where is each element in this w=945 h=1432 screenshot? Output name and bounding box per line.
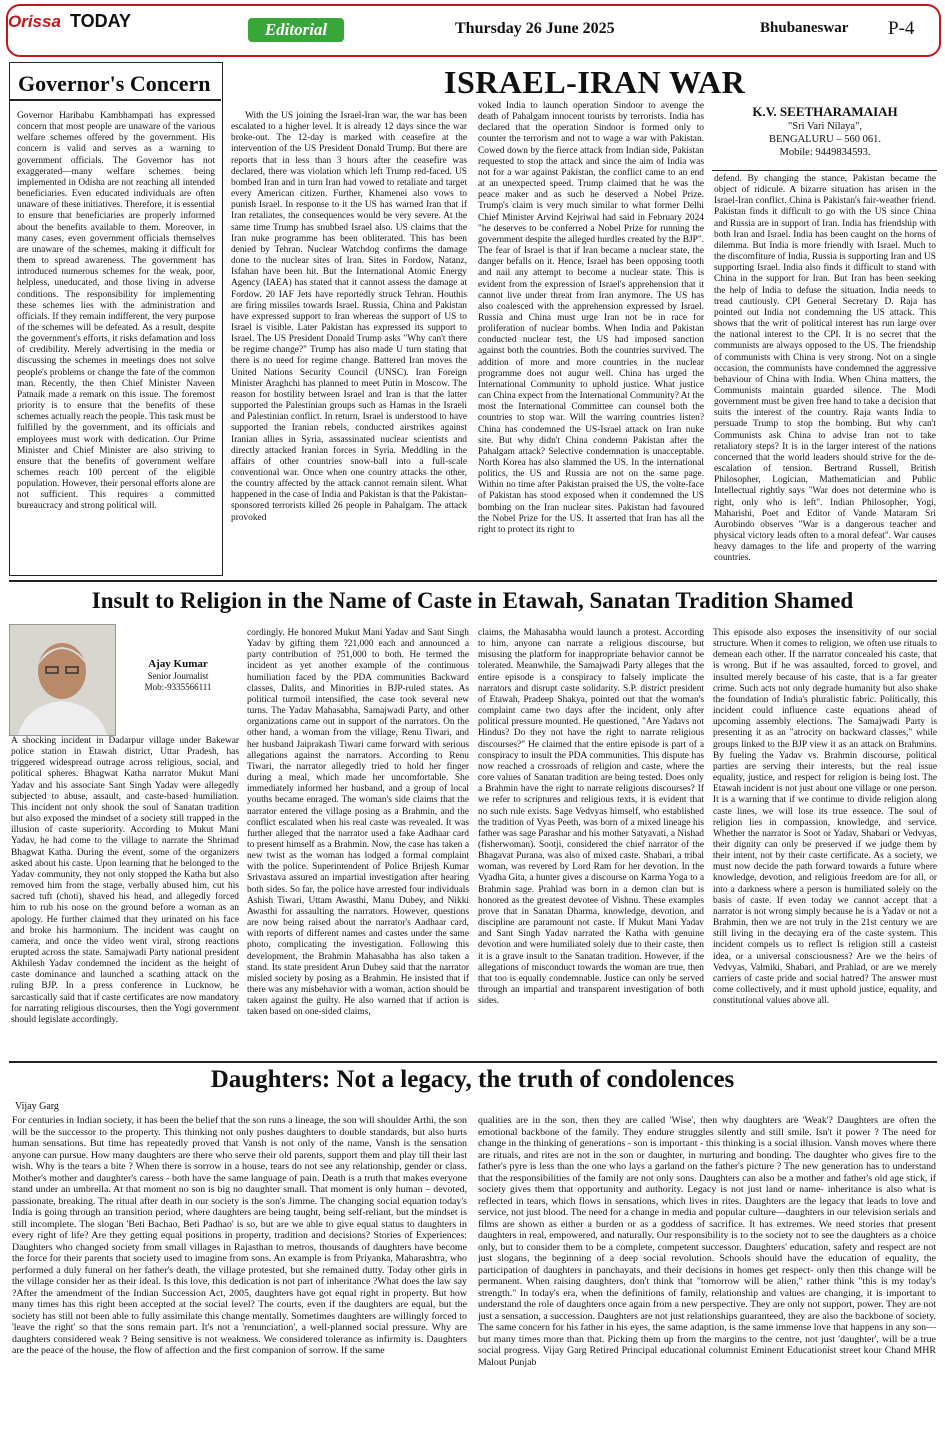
etawah-col3-text: claims, the Mahasabha would launch a protest. According to him, anyone can narrate a religious discourse, but misusing the platform for inappropriate behavior cannot be tolerated. Meanwhile, the Samajwadi Party alleges that the entire episode is a conspiracy to falsely implicate the narrators and disrupt caste solidarity. S.P. district president of Etawah, Pradeep Shakya, pointed out that the woman's complaint came two days after the incident, only after political pressure mounted. He questioned, "Are Yadavs not Hindus? Do they not have the right to narrate religious discourses?" He claimed that the entire episode is part of a conspiracy to insult the PDA communities. This dispute has now reached a crossroads of religion and caste, where the core values of Sanatan tradition are being tested. Does only a Brahmin have the right to narrate religious discourses? If we refer to scriptures and religious texts, it is evident that no such rule exists. Sage Vedvyas himself, who established the tradition of Vyas Peeth, was born of a mixed lineage his father was sage Parashar and his mother Satyavati, a Nishad (fisherwoman). Sootji, considered the chief narrator of the Bhagavat Purana, was also of mixed caste. Shabari, a tribal woman, was revered by Lord Ram for her devotion. In the Vyadha Gita, a hunter gives a discourse on Karma Yoga to a Brahmin sage. Prahlad was born in a demon clan but is honored as the greatest devotee of Vishnu. These examples prove that in Sanatan Dharma, knowledge, devotion, and discipline are paramount not caste. If Mukut Mani Yadav and Sant Singh Yadav narrated the Katha with genuine devotion and were humiliated solely due to their caste, then it is a grave insult to the Sanatan tradition. However, if the allegations of misconduct towards the woman are true, then that too is equally condemnable. Justice can only be served through an impartial and transparent investigation of both sides.	[478, 628, 704, 1007]
israel-iran-col3	[714, 174, 936, 574]
israel-iran-byline	[714, 104, 936, 159]
daughters-col2	[478, 1115, 936, 1428]
author-portrait-icon	[10, 625, 115, 735]
author-mobile: Mobile: 9449834593.	[779, 147, 871, 158]
etawah-author-name: Ajay Kumar	[148, 658, 208, 670]
etawah-col1-text: A shocking incident in Dadarpur village under Bakewar police station in Etawah district, Uttar Pradesh, has triggered widespread outrage across religious, social, and political spheres. Bhagwat Katha narrator Mukut Mani Yadav and his associate Sant Singh Yadav were allegedly subjected to abuse, assault, and caste-based humiliation. This incident not only shook the soul of Sanatan tradition but also exposed the mindset of a society still trapped in the illusion of caste superiority. According to Mukut Mani Yadav, he had come to the village to narrate the Shrimad Bhagwat Katha. During the event, some of the organizers asked about his caste. Upon learning that he belonged to the Yadav community, they not only stopped the Katha but also removed him from the stage, verbally abused him, cut his sacred tuft (choti), shaved his head, and allegedly forced him to rub his nose on the ground before a woman as an apology. He further claimed that they urinated on his face and broke his harmonium. The incident was caught on camera, and once the video went viral, strong reactions erupted across the state. Samajwadi Party national president Akhilesh Yadav condemned the incident as the height of caste dominance and launched a scathing attack on the ruling BJP. In a press conference in Lucknow, he sarcastically said that if caste certificates are now mandatory for narrating religious discourses, then the Yogi government should legislate accordingly.	[11, 736, 239, 1025]
israel-iran-col1-text: With the US joining the Israel-Iran war, the war has been escalated to a higher level. It is already 12 days since the war broke-out. The 12-day is marked with ceasefire at the intervention of the US President Donald Trump. But there are reports that in less than 3 hours after the ceasefire was declared, there was violation which left Trump red-faced. US bombed Iran and in turn Iran had vowed to retaliate and target every American citizen. Further, Khamenei also vows to punish Israel. In response to it the US has warned Iran that if Iran retaliates, the consequences would be very severe. At the same time Trump has snubbed Israel also. US claims that the Iran nuke programme has been obliterated. This has been denied by Tehran. Nuclear Watchdog confirms the damage done to the nuclear sites of Iran. Sites in Fordow, Natanz, Isfahan have been hit. But the International Atomic Energy Agency (IAEA) has stated that it cannot assess the damage at Fordow. 20 IAF Jets have reportedly struck Tehran. Houthis are firing missiles towards Israel. Russia, China and Pakistan have expressed support to Iran whereas the support of US to Israel is visible. Later Pakistan has expressed its support to Israel. The US President Donald Trump asks "Why can't there be regime change?" Trump has also made U turn stating that there is no need for regime change. Battered Iran moves the United Nations Security Council (UNSC). Iran Foreign Minister Araghchi has planned to meet Putin in Moscow. The reason for hostility between Israel and Iran is that the latter supported the Palestinian groups such as Hamas in the Israeli and Palestinian conflict. In return, Israel is understood to have supported the Iranian rebels, conducted airstrikes against Iranian allies in Syria, assassinated nuclear scientists and directly attacked Iranian forces in Syria. Meddling in the affairs of other countries snow-ball into a full-scale conventional war. Once when one country attacks the other, the country affected by the attack cannot remain silent. What happened in the case of India and Pakistan is that the Pakistan-sponsored terrorists killed 26 people in Pahalgam. The attack provoked	[231, 111, 467, 523]
issue-date: Thursday 26 June 2025	[455, 20, 615, 37]
etawah-byline	[118, 658, 238, 693]
author-name: K.V. SEETHARAMAIAH	[752, 104, 898, 119]
governor-body	[17, 111, 215, 573]
author-address-line2: BENGALURU – 560 061.	[769, 134, 881, 145]
etawah-col2	[247, 628, 469, 1054]
page-number: P-4	[888, 18, 915, 39]
governor-headline: Governor's Concern	[18, 71, 211, 96]
israel-iran-col2	[478, 101, 704, 573]
section-divider-1	[9, 580, 937, 582]
governor-text: Governor Haribabu Kambhampati has expressed concern that most people are unaware of the various welfare schemes offered by the government. His concern is valid and serves as a warning to government officials. The Governor has not exaggerated—many welfare schemes being implemented in Odisha are not reaching all intended beneficiaries. Even educated individuals are often unaware of these initiatives. Therefore, it is essential to ensure that beneficiaries are properly informed about the benefits available to them. Moreover, in many cases, even government officials themselves are unaware of the schemes, making it difficult for them to spread awareness. The government has introduced numerous schemes for the weak, poor, helpless, uneducated, and those living in adverse conditions. The responsibility for implementing these schemes lies with the administration and officials. If they remain indifferent, the very purpose of the schemes will be defeated. As a result, despite the government's efforts, it risks defamation and loss of credibility. Merely advertising in the media or discussing the schemes in meetings does not solve people's problems or change the fate of the common man. Recently, the then Chief Minister Naveen Patnaik made a remark on this issue. The foremost priority is to ensure that the benefits of these schemes actually reach the people. This task must be fulfilled by the government, and its officials and employees must work with dedication. Our Prime Minister and Chief Minister are also striving to ensure that the benefits of government welfare schemes reach 100 percent of the eligible population. However, their personal efforts alone are not sufficient. This requires a committed bureaucracy and strong political will.	[17, 111, 215, 512]
etawah-col1	[11, 736, 239, 1054]
etawah-author-mobile: Mob:-9335566111	[144, 682, 212, 692]
section-badge: Editorial	[248, 18, 344, 42]
etawah-col2-text: cordingly. He honored Mukut Mani Yadav and Sant Singh Yadav by gifting them ?21,000 each and announced a party contribution of ?51,000 to both. He termed the incident as yet another example of the continuous humiliation faced by the PDA communities Backward classes, Dalits, and Minorities in BJP-ruled states. As political turmoil intensified, the case took several new turns. The Yadav Mahasabha, Samajwadi Party, and other organizations came out in support of the narrators. On the other hand, a woman from the village, Renu Tiwari, and her husband Jaiprakash Tiwari came forward with serious allegations against the narrators. According to Renu Tiwari, the narrator allegedly tried to hold her finger during a meal, which made her uncomfortable. She immediately informed her husband, and a group of local youths became enraged. The woman's side claims that the narrator entered the village posing as a Brahmin, and the conflict escalated when his real caste was revealed. It was further alleged that the narrator used a fake Aadhaar card to present himself as a Brahmin. Now, the case has taken a new twist as the woman has lodged a formal complaint with the police. Superintendent of Police Brijesh Kumar Srivastava assured an impartial investigation after hearing both sides. So far, the police have arrested four individuals Ashish Tiwari, Uttam Awasthi, Manu Dubey, and Nikki Awasthi for assaulting the narrators. However, questions are now being raised about the narrator's Aadhaar card, with reports of different names and castes under the same photo, complicating the investigation. Following this development, the Brahmin Mahasabha has also taken a stand. Its state president Arun Dubey said that the narrator misled society by posing as a Brahmin. He insisted that if there was any misbehavior with a woman, action should be taken against the guilty. He also warned that if action is taken based on one-sided claims,	[247, 628, 469, 1018]
etawah-col3	[478, 628, 704, 1054]
etawah-author-role: Senior Journalist	[147, 671, 209, 681]
etawah-col4	[713, 628, 937, 1054]
daughters-col1-text: For centuries in Indian society, it has been the belief that the son runs a lineage, the son will shoulder Arthi, the son will be the successor to the property. This thinking not only pushes daughters to double standards, but also hurts human sensations. But time has repeatedly proved that Vansh is not only of the name, Vansh is the sensation anyone can pursue. How many daughters are there who serve their old parents, support them and play till their last wish. Why is the tears a bite ? When there is sorrow in a house, tears do not see any relationship, gender or class. Mother's mother and daughter's caress - both have the same language of pain. Death is a truth that makes everyone stand under an umbrella. At that moment no son is big no daughter small. That moment is only human – devoted, passionate, breaking. The ritual after death in our society is the son's Jimme. The changing social equation today's India is going through an transition period, where daughters are being taught, being self-reliant, but the mindset is still incomplete. The slogan 'Beti Bachao, Beti Padhao' is so, but are we able to give equal status to daughters in every right of life? Are they getting equal positions in property, tradition and decisions? Stories of Experiences: Daughters who changed society from small villages in Rajasthan to metros, thousands of daughters have become the force for their parents that society used to imagine from sons. An example is from Priyanka, Maharashtra, who performed a duly funeral on her father's death, the village protested, but she remained dutty. Today other girls in the village consider her as their ideal. Is this love, this dedication is not part of inheritance ?What does the law say ?After the amendment of the Indian Succession Act, 2005, daughters have got equal right in property. But how many times has this right been accepted at the social level? The courts, even if the daughters are equal, but the society has still not been able to fully assimilate this change mentally. Sometimes daughters are willingly forced to 'leave the right' so that the sons remain part. It's not a 'renunciation', a well-planned social pressure. Why are daughters considered weak ? Being sensitive is not weakness. We considered tolerance as infirmity is. Daughters are the peace of the house, the flow of affection and the first companion of sorrow. If the same	[12, 1115, 467, 1356]
israel-iran-col1	[231, 111, 467, 573]
daughters-col2-text: qualities are in the son, then they are called 'Wise', then why daughters are 'Weak'? Daughters are often the emotional backbone of the family. They endure struggles silently and still smile. Isn't it power ? The need for change in the thinking of generations - son is important - this thinking is a social illusion. Vansh moves where there are rituals, and rites are not in the son or daughter, in nurturing and bonding. The daughter who gives fire to the father's pyre is less than the one who lays a garland on the father's picture ? The new generation has to understand that the responsibilities of the family are not only sons. Daughters can also be a mother and father's old age stick, if society gives them that opportunity and authority. Legacy is not just land or name- inheritance is also what is reflected in tears, which flows in sensations, which lives in rites. Daughters are the legacy that leads to love and service, not just blood. The need for a change in media and popular culture—daughters in our television serials and films are shown as either a burden or as a goddess of sacrifice. It has extremes. We need stories that present daughters in real, empowered, and naturally. Our responsibility is to the society not to see the daughters as a choice only, but to consider them to be a complete, competent successor. Daughters' education, safety and respect are not just slogans, the beginning of a deep social revolution. Schools should have the education of equality, the participation of daughters in panchayats, and their decisions in homes get respect- only then this change will be permanent. When raising daughters, don't think that "tomorrow will be alien," rather think "this is my today's strength." In today's era, when the definitions of family, relationship and values are changing, it is important to understand the role of daughters once again from a new perspective. They are only not support, power. They are not just a sensation, a succession. Daughters are not just relationships guaranteed, they are also the backbone of society. The same concern for his father in his eyes, the same adaption, is the same immense love that happens in any son—but many times more than that. Picking them up from the margins to the centre, not just 'daughter', will be a true social progress. Vijay Garg Retired Principal educational columnist Eminent Educationist street kour Chand MHR Malout Punjab	[478, 1115, 936, 1368]
etawah-headline: Insult to Religion in the Name of Caste in Etawah, Sanatan Tradition Shamed	[91, 588, 854, 613]
etawah-col4-text: This episode also exposes the insensitivity of our social structure. When it comes to religion, we often use rituals to demean each other. If the narrator concealed his caste, that is wrong. But if he was assaulted, forced to grovel, and insulted merely because of his caste, that is a far greater crime. Such acts not only degrade humanity but also shake the foundation of India's pluralistic fabric. Politically, this incident could influence caste equations ahead of upcoming assembly elections. The Samajwadi Party is presenting it as an "atrocity on backward classes," while groups linked to the BJP view it as an attack on Brahmins. By fueling the Yadav vs. Brahmin discourse, political parties are serving their interests, but the real issue equality, justice, and respect for religion is being lost. The Etawah incident is not just about one village or one person. It is a warning that if we continue to divide religion along caste lines, we will lose its true essence. The soul of religion lies in compassion, knowledge, and service. Whether the narrator is Soot or Yadav, Shabari or Vedvyas, their dignity can only be preserved if we judge them by their intent, not by their caste certificate. As a society, we must now decide the path forward towards a future where knowledge, devotion, and religious freedom are for all, or into a darkness where a person is humiliated solely on the basis of caste. If even today we cannot accept that a narrator is not wrong simply because he is a Yadav or not a Brahmin, then we are not truly in the 21st century we are still living in the decaying era of the caste system. This incident compels us to reflect Is religion still a casteist idea, or a universal consciousness? Are we the heirs of Vedvyas, Valmiki, Shabari, and Prahlad, or are we merely carriers of caste pride and social hatred? The answer must come collectively, and it must uphold justice, equality, and constitutional values above all.	[713, 628, 937, 1007]
governor-underline	[10, 99, 221, 101]
author-address-line1: "Sri Vari Nilaya",	[788, 121, 862, 132]
israel-iran-headline: ISRAEL-IRAN WAR	[444, 64, 746, 100]
section-divider-2	[9, 1061, 937, 1063]
daughters-col1	[12, 1115, 467, 1428]
masthead	[0, 0, 945, 60]
daughters-headline: Daughters: Not a legacy, the truth of condolences	[210, 1066, 735, 1093]
logo-main: TODAY	[70, 11, 132, 31]
israel-iran-col2-text: voked India to launch operation Sindoor to avenge the death of Pahalgam innocent tourists by terrorists. India has declared that the operation Sindoor is formed only to counter the terrorism and not to wage a war with Pakistan. Cowed down by the fierce attack from Indian side, Pakistan requested to stop the attack and since the aim of India was not for a war against Pakistan, the conflict came to an end at an unexpected speed. Trump claimed that he was the peace maker and as such he deserved a Nobel Prize. Trump's claim is very much similar to what former Delhi Chief Minister Arvind Kejriwal had said in February 2024 "he deserves to be conferred a Nobel Prize for running the government despite the alleged hurdles created by the BJP". The fear of Israel is that if Iran became a nuclear state, the danger befalls on it. Hence, Israel has been opposing tooth and nail any attempt to become a nuclear state. This is evident from the expression of Israel's apprehension that it cannot live under threat from Iran anymore. The US has also coalesced with the apprehension expressed by Israel. Russia and China must urge Iran not be in race for proliferation of nuclear bombs. When India and Pakistan conducted nuclear test, the US had imposed sanction against both the countries. Both the countries survived. The addition of more and more countries in the nuclear programme does not augur well. China has urged the International Community to uphold justice. What justice can China expect from the International Community? At the most the International Committee can counsel both the countries to stop war. Will the warring countries listen? China has condemned the US-Israel attack on Iran nuke site. But why didn't China condemn Pakistan after the Pahalgam attack? Selective condemnation is unacceptable. North Korea has also slammed the US. In the international politics, the US and Russia are not on the same page. Within no time after Pakistan praised the US, the volte-face of Pakistan has stood exposed when it condemned the US bombing on the Iran nuclear sites. Pakistan had favoured the Nobel Prize for the US. It asserted that Iran has all the right to protect its right to	[478, 101, 704, 535]
israel-iran-col3-text: defend. By changing the stance, Pakistan became the object of ridicule. A bizarre situation has arisen in the Israel-Iran conflict. China is Pakistan's fair-weather friend. Pakistan finds it difficult to go with the US since China and Russia are in support of Iran. India has friendship with both Iran and Israel. India has been caught on the horns of dilemma. But India is more friendly with Israel. Much to the discomfiture of India, Russia is supporting Iran and US supporting Israel. India also finds it difficult to stand with China in the support for Iran. But Iran has been seeking the help of India to defuse the situation. India needs to tread cautiously. CPI General Secretary D. Raja has pointed out India not condemning the US attack. This shows that the writ of political interest has run large over the national interest to the CPI. It is no secret that the communists are always opposed to the US. The friendship of communists with China is very strong. Not on a single occasion, the communists have condemned the aggressive behaviour of China with India. When China matters, the Communists maintain guarded silence. The Modi government must be given free hand to take a decision that suits the interest of the country. Raja wants India to persuade Trump to stop the bombing. But why can't Communists ask China to advise Iran not to take retaliatory steps? It is in the larger interest of the nations concerned that the world leaders should strive for the de-escalation of tension. Bertrand Russell, British Philosopher, Logician, Mathematician and Public Intellectual rightly says "War does not determine who is right, only who is left". Indian Philosopher, Yogi, Maharishi, Poet and Editor of Vande Mataram Sri Aurobindo observes "War is a dangerous teacher and physical victory leads often to a moral defeat". War causes heavy damages to the life and property of the warring countries.	[714, 174, 936, 564]
edition-city: Bhubaneswar	[760, 20, 849, 36]
logo-prefix: Orissa	[8, 12, 61, 31]
author-photo	[9, 624, 116, 736]
byline-divider	[712, 170, 937, 171]
daughters-author: Vijay Garg	[15, 1101, 59, 1112]
newspaper-logo	[8, 6, 156, 42]
